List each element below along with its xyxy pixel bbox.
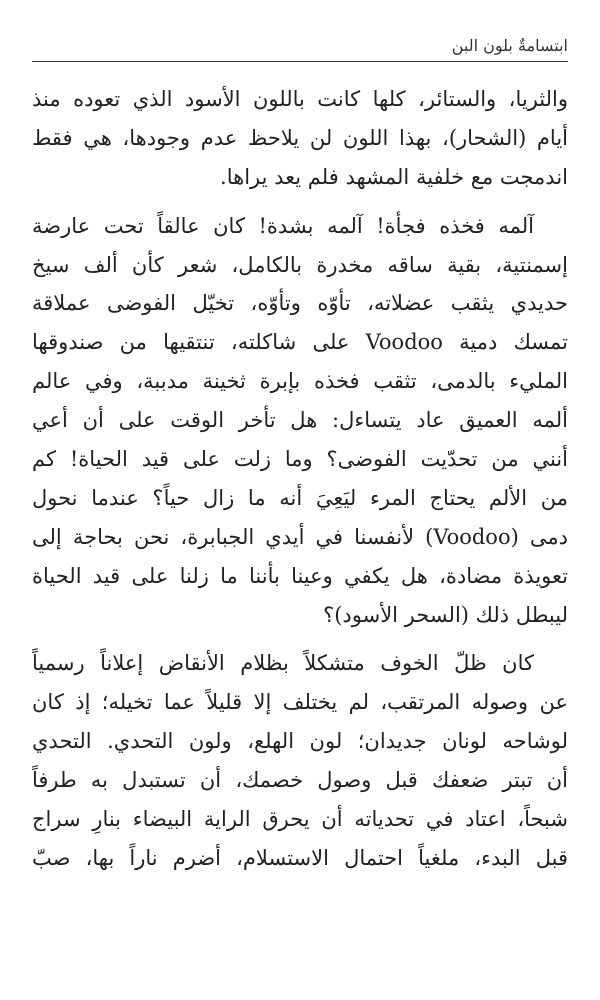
text-line: كان ظلّ الخوف متشكلاً بظلام الأنقاض إعلاناً رسمياً: [32, 651, 534, 676]
text-line: والثريا، والستائر، كلها كانت باللون الأسود الذي تعوده منذ: [32, 87, 568, 111]
text-line: شبحاً، اعتاد في تحدياته أن يحرق الراية البيضاء بنارِ سراج: [32, 807, 568, 832]
paragraph: [32, 80, 568, 197]
text-line: دمى (Voodoo) لأنفسنا في أيدي الجبابرة، نحن بحاجة إلى: [32, 524, 568, 549]
running-header: [32, 34, 568, 62]
text-line: أيام (الشحار)، بهذا اللون لن يلاحظ عدم وجودها، هي فقط: [32, 125, 568, 150]
text-line: ألمه العميق عاد يتساءل: هل تأخر الوقت على أن أعي: [32, 408, 568, 433]
text-line: قبل البدء، ملغياً احتمال الاستسلام، أضرم ناراً بها، صبّ: [32, 845, 568, 870]
text-line: عن وصوله المرتقب، لم يختلف إلا قليلاً عما تخيله؛ إذ كان: [32, 690, 568, 715]
paragraph: [32, 207, 568, 635]
text-line: تعويذة مضادة، هل يكفي وعينا بأننا ما زلنا على قيد الحياة: [32, 563, 568, 588]
text-body: [32, 80, 568, 888]
text-line: من الألم يحتاج المرء ليَعِيَ أنه ما زال حياً؟ عندما نحول: [32, 485, 568, 510]
paragraph: [32, 644, 568, 877]
text-line: المليء بالدمى، تثقب فخذه بإبرة ثخينة مدببة، وفي عالم: [32, 369, 568, 394]
text-line: أن تبتر ضعفك قبل وصول خصمك، أن تستبدل به طرفاً: [32, 768, 568, 793]
text-line: لوشاحه لونان جديدان؛ لون الهلع، ولون التحدي. التحدي: [32, 729, 568, 754]
text-line: ليبطل ذلك (السحر الأسود)؟: [323, 602, 568, 627]
text-line: تمسك دمية Voodoo على شاكلته، تنتقيها من صندوقها: [32, 330, 568, 355]
text-line: آلمه فخذه فجأة! آلمه بشدة! كان عالقاً تحت عارضة: [32, 213, 534, 238]
running-title: ابتسامةٌ بلون البن: [451, 36, 568, 55]
text-line: أنني من تحدّيت الفوضى؟ وما زلت على قيد الحياة! كم: [32, 447, 568, 472]
text-line: إسمنتية، بقية ساقه مخدرة بالكامل، شعر كأن ألف سيخ: [32, 252, 568, 277]
text-line: حديدي يثقب عضلاته، تأوّه وتأوّه، تخيّل الفوضى عملاقة: [32, 291, 568, 316]
text-line: اندمجت مع خلفية المشهد فلم يعد يراها.: [220, 164, 568, 189]
